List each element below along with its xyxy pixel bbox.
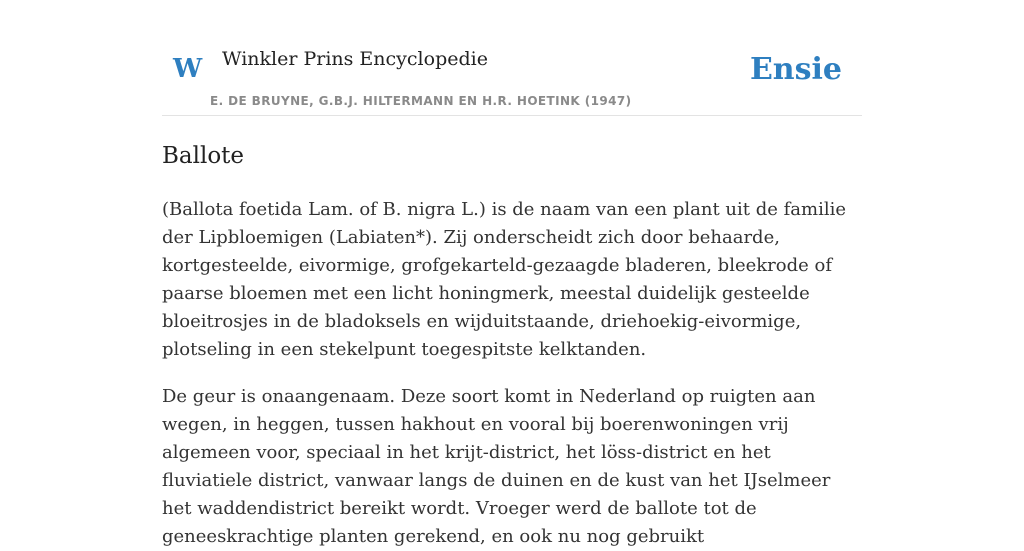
article-paragraph: (Ballota foetida Lam. of B. nigra L.) is de naam van een plant uit de familie der Lipbloemigen (Labiaten*). Zij onderscheidt zich door behaarde, kortgesteelde, eivormige, grofgekarteld-gezaagde bladeren, bleekrode of paarse bloemen met een licht honingmerk, meestal duidelijk gesteelde bloeitrosjes in de bladoksels en wijduitstaande, driehoekig-eivormige, plotseling in een stekelpunt toegespitste kelktanden. — [162, 199, 847, 360]
brand-logo[interactable]: Ensie — [749, 52, 842, 87]
source-title[interactable]: Winkler Prins Encyclopedie — [222, 48, 488, 70]
source-header — [162, 0, 862, 116]
content-column — [162, 0, 862, 551]
source-authors: E. DE BRUYNE, G.B.J. HILTERMANN EN H.R. HOETINK (1947) — [210, 94, 632, 108]
article-paragraph: De geur is onaangenaam. Deze soort komt in Nederland op ruigten aan wegen, in heggen, tussen hakhout en vooral bij boerenwoningen vrij algemeen voor, speciaal in het krijt-district, het löss-district en het fluviatiele district, vanwaar langs de duinen en de kust van het IJselmeer het waddendistrict bereikt wordt. Vroeger werd de ballote tot de geneeskrachtige planten gerekend, en ook nu nog gebruikt — [162, 386, 831, 547]
article-title: Ballote — [162, 143, 245, 169]
encyclopedia-logo[interactable]: W — [173, 54, 203, 84]
